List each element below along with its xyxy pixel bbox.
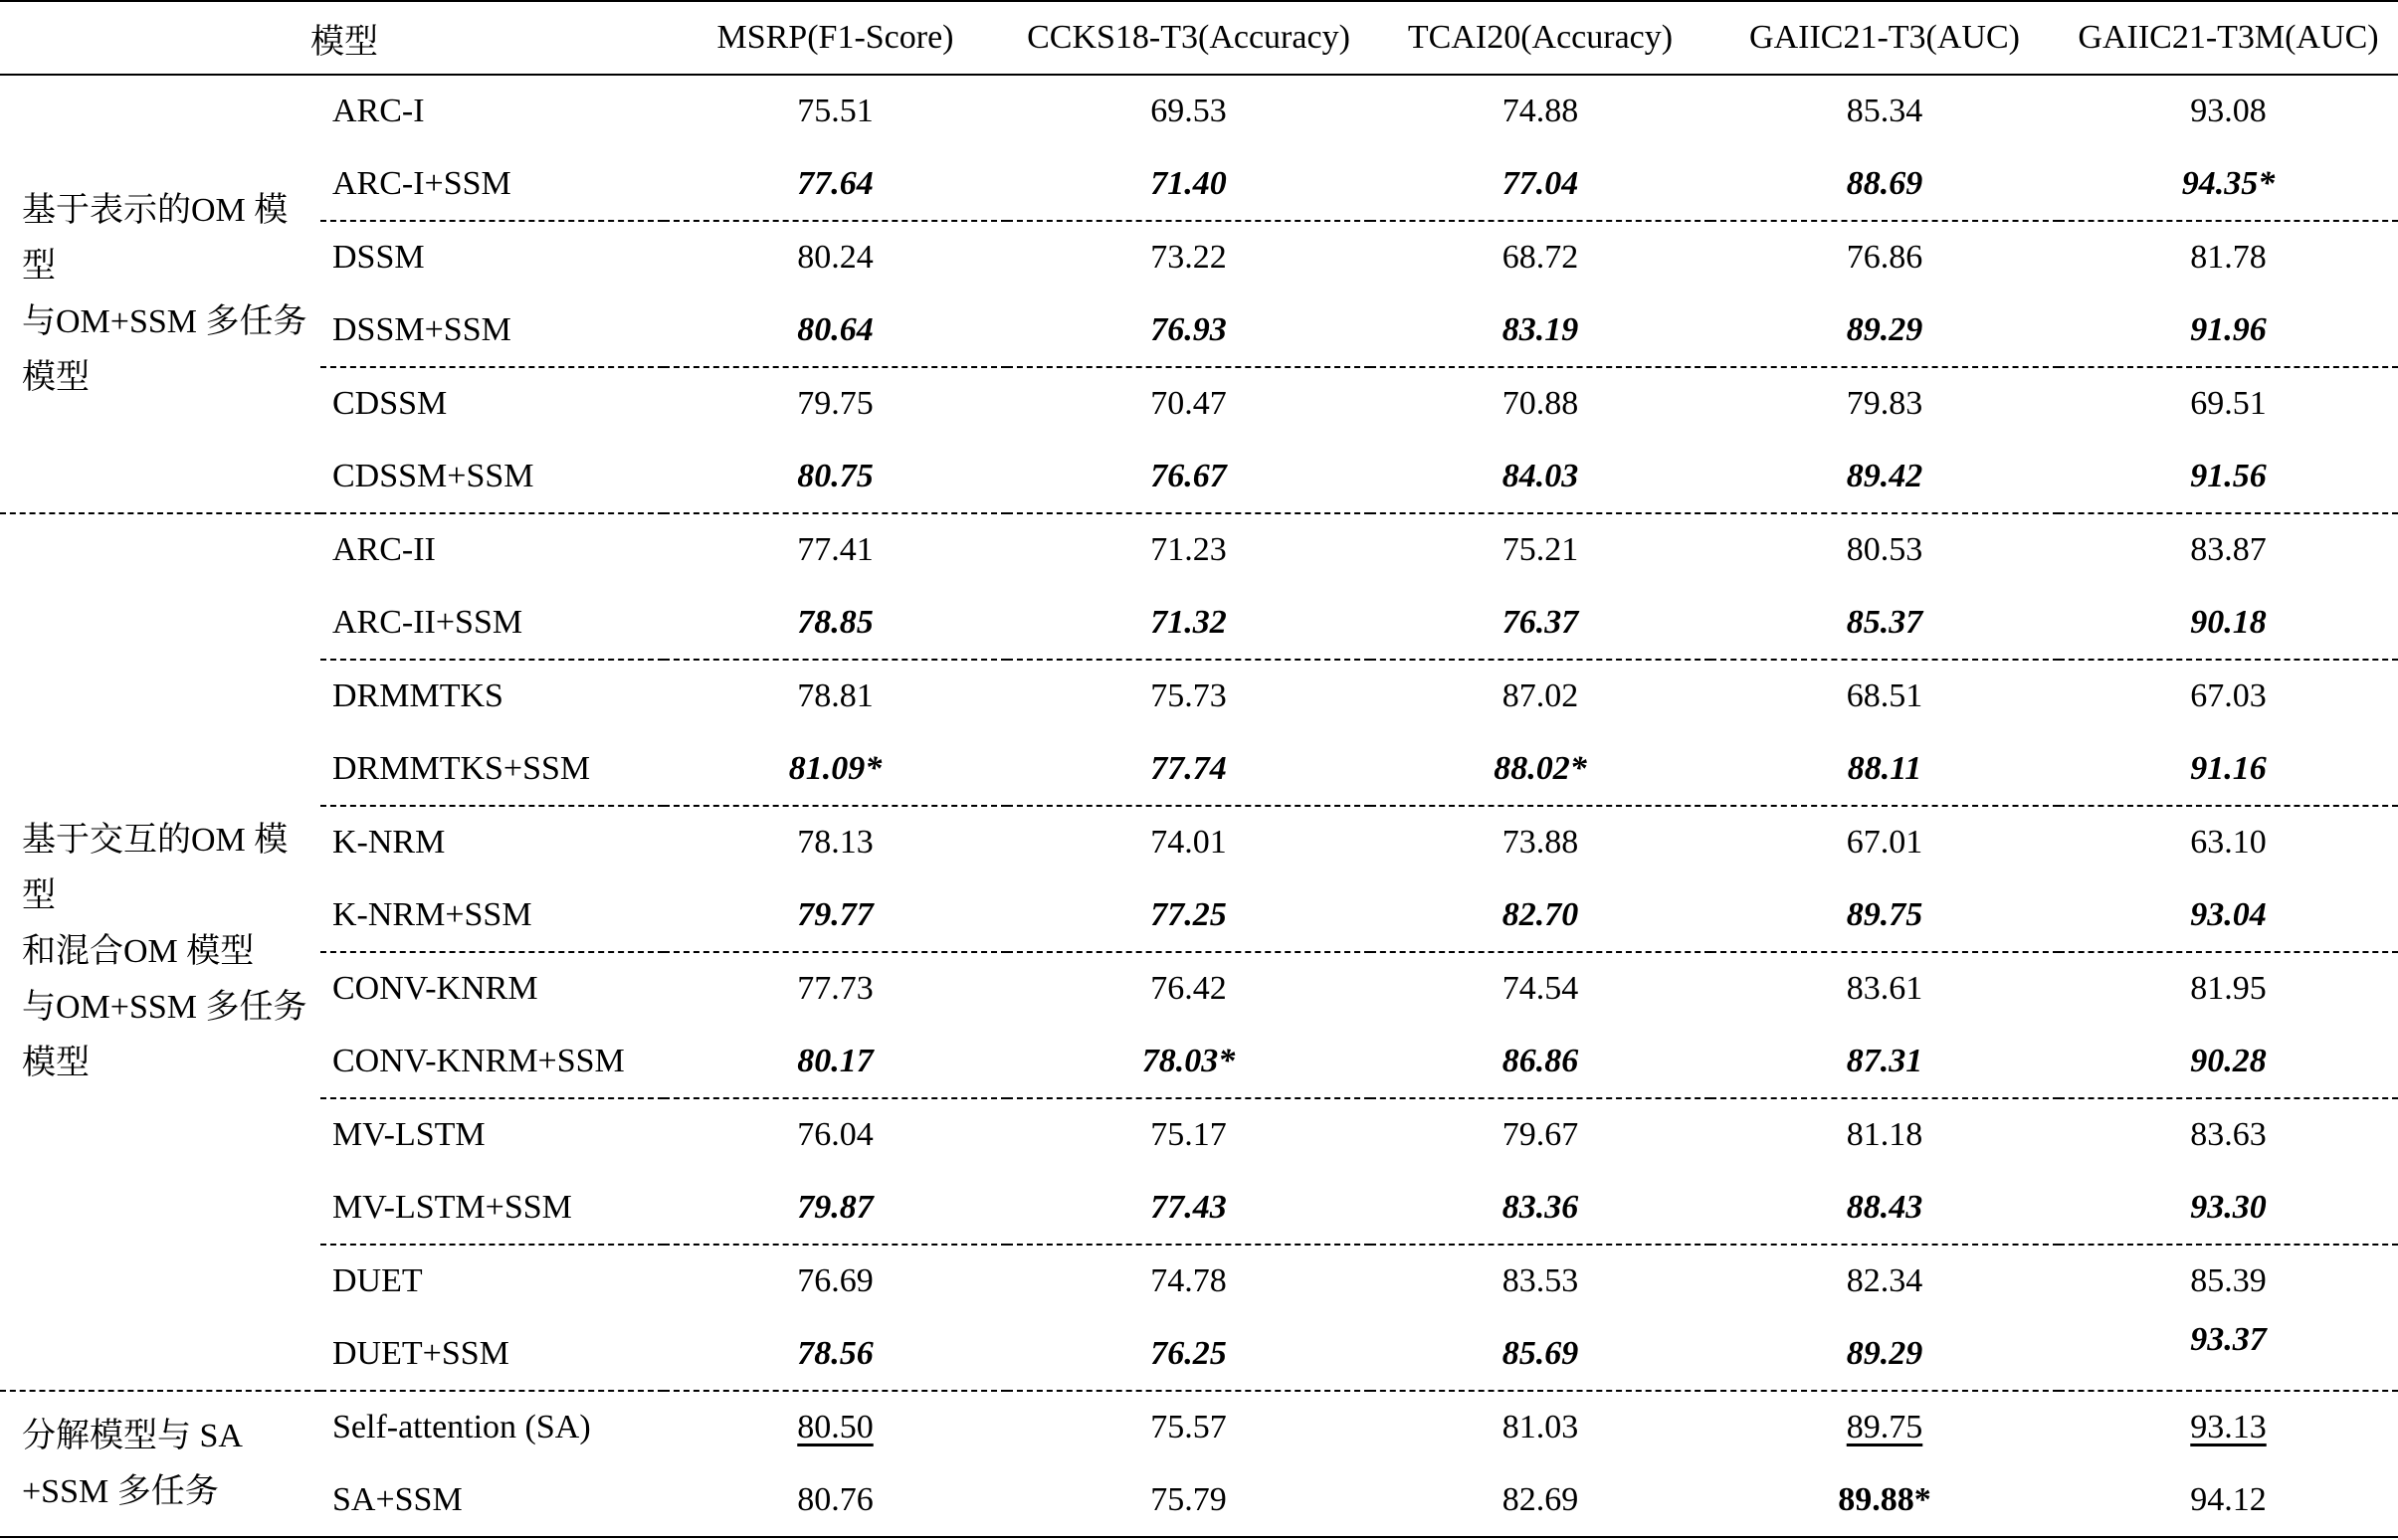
metric-value: 78.03*: [1141, 1042, 1236, 1079]
metric-value: 86.86: [1501, 1042, 1579, 1079]
metric-value: 88.11: [1847, 749, 1922, 787]
metric-value: 85.37: [1846, 603, 1923, 641]
metric-cell: [1370, 294, 1710, 368]
group-label: [0, 513, 320, 1391]
metric-value: 87.02: [1501, 677, 1579, 715]
model-name: DSSM+SSM: [320, 294, 664, 368]
model-name: K-NRM: [332, 824, 446, 862]
metric-cell: [1710, 587, 2059, 661]
metric-cell: [1370, 879, 1710, 953]
metric-cell: [1710, 1026, 2059, 1099]
metric-value: 69.51: [2190, 385, 2267, 423]
metric-value: 81.18: [1846, 1116, 1923, 1154]
metric-value: 76.04: [797, 1116, 874, 1154]
metric-value: 76.86: [1846, 239, 1923, 277]
table-row: [0, 1098, 2398, 1172]
metric-value: 75.21: [1501, 531, 1579, 569]
metric-value: 93.08: [2190, 93, 2267, 130]
metric-value: 83.61: [1846, 970, 1923, 1008]
header-gaiic21-t3m: GAIIC21-T3M(AUC): [2059, 1, 2398, 75]
metric-value: 83.36: [1501, 1188, 1579, 1226]
model-name: CDSSM: [332, 385, 448, 423]
table-row: [0, 1391, 2398, 1464]
metric-cell: [664, 367, 1007, 441]
metric-value: 94.12: [2190, 1480, 2267, 1518]
group-label-line: 模型: [22, 358, 90, 396]
metric-cell: [1370, 1172, 1710, 1246]
metric-value: 79.77: [797, 895, 874, 933]
metric-cell: [1370, 513, 1710, 587]
metric-cell: [664, 221, 1007, 294]
metric-cell: [664, 1245, 1007, 1318]
table-row: [0, 1464, 2398, 1538]
metric-cell: [2059, 587, 2398, 661]
metric-cell: [1370, 660, 1710, 733]
metric-value: 76.69: [797, 1262, 874, 1300]
metric-cell: [2059, 221, 2398, 294]
metric-cell: [1007, 1172, 1370, 1246]
metric-value: 83.19: [1501, 310, 1579, 348]
metric-cell: [1007, 660, 1370, 733]
metric-value: 76.93: [1150, 310, 1227, 348]
metric-value: 85.39: [2190, 1262, 2267, 1300]
metric-cell: [1370, 441, 1710, 514]
metric-value: 88.02*: [1494, 749, 1587, 787]
table-row: [0, 148, 2398, 222]
metric-cell: [1007, 1391, 1370, 1464]
metric-value: 81.78: [2190, 239, 2267, 277]
model-name: DRMMTKS+SSM: [320, 733, 664, 807]
metric-value: 77.25: [1150, 895, 1227, 933]
metric-value: 91.96: [2190, 310, 2267, 348]
table-row: [0, 587, 2398, 661]
table-body: [0, 75, 2398, 1537]
header-ccks18: CCKS18-T3(Accuracy): [1007, 1, 1370, 75]
metric-value: 76.67: [1150, 457, 1227, 494]
metric-value: 74.54: [1501, 970, 1579, 1008]
metric-cell: [664, 879, 1007, 953]
metric-cell: [664, 513, 1007, 587]
metric-value: 78.85: [797, 603, 874, 641]
metric-cell: [1710, 1245, 2059, 1318]
metric-value: 63.10: [2190, 824, 2267, 862]
metric-value: 74.78: [1150, 1262, 1227, 1300]
model-name: CONV-KNRM+SSM: [320, 1026, 664, 1099]
metric-value: 94.35*: [2181, 164, 2276, 202]
metric-value: 78.13: [797, 824, 874, 862]
metric-cell: [1710, 294, 2059, 368]
table-row: [0, 879, 2398, 953]
metric-cell: [1710, 733, 2059, 807]
metric-cell: [1710, 221, 2059, 294]
metric-cell: [1007, 513, 1370, 587]
metric-value: 89.29: [1846, 1334, 1923, 1372]
model-name: CONV-KNRM: [332, 970, 538, 1008]
metric-cell: [2059, 1172, 2398, 1246]
metric-cell: [1710, 367, 2059, 441]
group-label-line: 与OM+SSM 多任务: [22, 302, 307, 340]
metric-cell: [1710, 148, 2059, 222]
metric-value: 76.42: [1150, 970, 1227, 1008]
metric-cell: [1370, 587, 1710, 661]
metric-cell: [664, 587, 1007, 661]
metric-cell: [2059, 441, 2398, 514]
metric-cell: [1007, 367, 1370, 441]
model-name: MV-LSTM: [332, 1116, 486, 1154]
metric-value: 76.25: [1150, 1334, 1227, 1372]
metric-value: 77.74: [1150, 749, 1227, 787]
metric-value: 84.03: [1501, 457, 1579, 494]
metric-cell: [1710, 1172, 2059, 1246]
metric-value: 74.01: [1150, 824, 1227, 862]
metric-cell: [1370, 1245, 1710, 1318]
metric-cell: [1370, 1318, 1710, 1392]
group-label-line: +SSM 多任务: [22, 1472, 219, 1510]
metric-value: 82.70: [1501, 895, 1579, 933]
metric-cell: [664, 1172, 1007, 1246]
metric-value: 76.37: [1501, 603, 1579, 641]
metric-cell: [2059, 75, 2398, 148]
metric-cell: [1007, 806, 1370, 879]
metric-cell: [664, 1026, 1007, 1099]
metric-cell: [1710, 513, 2059, 587]
metric-cell: [664, 733, 1007, 807]
group-label-line: 模型: [22, 1045, 90, 1081]
metric-cell: [664, 294, 1007, 368]
metric-value: 80.50: [797, 1409, 874, 1446]
metric-value: 77.04: [1501, 164, 1579, 202]
group-label-line: 分解模型与 SA: [22, 1417, 243, 1454]
metric-cell: [2059, 1098, 2398, 1172]
metric-value: 81.95: [2190, 970, 2267, 1008]
header-msrp: MSRP(F1-Score): [664, 1, 1007, 75]
metric-cell: [1007, 75, 1370, 148]
table-row: [0, 367, 2398, 441]
metric-value: 89.42: [1846, 457, 1923, 494]
metric-cell: [664, 148, 1007, 222]
metric-cell: [1007, 441, 1370, 514]
table-row: [0, 1026, 2398, 1099]
metric-value: 68.51: [1846, 677, 1923, 715]
table-row: [0, 1172, 2398, 1246]
metric-cell: [1007, 1318, 1370, 1392]
table-row: [0, 441, 2398, 514]
metric-cell: [664, 1391, 1007, 1464]
metric-cell: [2059, 1464, 2398, 1538]
metric-value: 68.72: [1501, 239, 1579, 277]
table-row: [0, 75, 2398, 148]
model-name: DSSM: [332, 239, 425, 277]
table-row: [0, 294, 2398, 368]
metric-cell: [664, 441, 1007, 514]
metric-value: 79.83: [1846, 385, 1923, 423]
metric-value: 83.87: [2190, 531, 2267, 569]
metric-value: 80.53: [1846, 531, 1923, 569]
metric-value: 75.51: [797, 93, 874, 130]
metric-cell: [1710, 75, 2059, 148]
metric-value: 67.01: [1846, 824, 1923, 862]
metric-cell: [1710, 441, 2059, 514]
metric-value: 89.75: [1846, 895, 1923, 933]
metric-value: 89.88*: [1838, 1480, 1931, 1518]
metric-value: 67.03: [2190, 677, 2267, 715]
metric-value: 89.29: [1846, 310, 1923, 348]
model-name: MV-LSTM+SSM: [320, 1172, 664, 1246]
metric-value: 93.30: [2190, 1188, 2267, 1226]
metric-value: 87.31: [1846, 1042, 1923, 1079]
metric-cell: [1370, 1026, 1710, 1099]
metric-value: 93.04: [2190, 895, 2267, 933]
metric-value: 77.64: [797, 164, 874, 202]
metric-value: 75.17: [1150, 1116, 1227, 1154]
table-row: [0, 660, 2398, 733]
metric-value: 78.56: [797, 1334, 874, 1372]
metric-value: 91.56: [2190, 457, 2267, 494]
metric-value: 89.75: [1846, 1409, 1923, 1446]
metric-cell: [2059, 952, 2398, 1026]
metric-cell: [1710, 879, 2059, 953]
metric-cell: [664, 75, 1007, 148]
metric-cell: [664, 952, 1007, 1026]
metric-cell: [1007, 879, 1370, 953]
metric-cell: [2059, 294, 2398, 368]
metric-cell: [2059, 1318, 2398, 1392]
metric-cell: [664, 660, 1007, 733]
metric-value: 91.16: [2190, 749, 2267, 787]
metric-value: 83.63: [2190, 1116, 2267, 1154]
group-label: [0, 75, 320, 513]
metric-value: 85.69: [1501, 1334, 1579, 1372]
group-label-line: 和混合OM 模型: [22, 933, 255, 970]
header-row: [0, 1, 2398, 75]
table-row: [0, 952, 2398, 1026]
group-label-line: 与OM+SSM 多任务: [22, 989, 307, 1026]
metric-cell: [1007, 294, 1370, 368]
model-name: K-NRM+SSM: [320, 879, 664, 953]
metric-cell: [664, 1464, 1007, 1538]
model-name: ARC-II: [332, 531, 436, 569]
model-name: Self-attention (SA): [332, 1409, 591, 1446]
metric-value: 78.81: [797, 677, 874, 715]
metric-value: 77.73: [797, 970, 874, 1008]
metric-value: 75.79: [1150, 1480, 1227, 1518]
model-name: DRMMTKS: [332, 677, 503, 715]
metric-cell: [1710, 952, 2059, 1026]
metric-value: 71.23: [1150, 531, 1227, 569]
metric-cell: [2059, 148, 2398, 222]
metric-value: 80.24: [797, 239, 874, 277]
metric-cell: [664, 1098, 1007, 1172]
metric-cell: [1007, 952, 1370, 1026]
group-label-line: 基于表示的OM 模型: [22, 191, 289, 285]
metric-value: 93.13: [2190, 1409, 2267, 1446]
group-label: [0, 1391, 320, 1537]
model-name: DUET+SSM: [320, 1318, 664, 1392]
metric-value: 80.64: [797, 310, 874, 348]
metric-cell: [2059, 1245, 2398, 1318]
metric-cell: [1710, 1318, 2059, 1392]
table-row: [0, 221, 2398, 294]
model-name: CDSSM+SSM: [320, 441, 664, 514]
metric-cell: [1370, 221, 1710, 294]
metric-value: 93.37: [2190, 1320, 2267, 1358]
metric-cell: [664, 806, 1007, 879]
metric-cell: [1710, 1464, 2059, 1538]
table-row: [0, 513, 2398, 587]
metric-cell: [2059, 1391, 2398, 1464]
metric-value: 73.88: [1501, 824, 1579, 862]
metric-cell: [2059, 806, 2398, 879]
metric-cell: [1370, 1098, 1710, 1172]
metric-cell: [1370, 75, 1710, 148]
metric-cell: [1007, 1026, 1370, 1099]
metric-value: 82.69: [1501, 1480, 1579, 1518]
metric-cell: [1370, 367, 1710, 441]
metric-value: 80.17: [797, 1042, 874, 1079]
metric-cell: [1370, 806, 1710, 879]
metric-value: 81.03: [1501, 1409, 1579, 1446]
metric-cell: [1007, 1098, 1370, 1172]
metric-value: 77.43: [1150, 1188, 1227, 1226]
metric-value: 82.34: [1846, 1262, 1923, 1300]
metric-value: 79.67: [1501, 1116, 1579, 1154]
metric-value: 70.47: [1150, 385, 1227, 423]
metric-value: 90.18: [2190, 603, 2267, 641]
header-model: 模型: [0, 1, 664, 75]
metric-value: 81.09*: [788, 749, 883, 787]
metric-cell: [1370, 148, 1710, 222]
metric-value: 74.88: [1501, 93, 1579, 130]
model-name: ARC-I: [332, 93, 425, 130]
model-name: SA+SSM: [320, 1464, 664, 1538]
metric-value: 73.22: [1150, 239, 1227, 277]
metric-value: 88.69: [1846, 164, 1923, 202]
metric-cell: [2059, 879, 2398, 953]
table-row: [0, 806, 2398, 879]
table-row: [0, 733, 2398, 807]
metric-value: 77.41: [797, 531, 874, 569]
table-row: [0, 1318, 2398, 1392]
metric-cell: [2059, 660, 2398, 733]
metric-value: 69.53: [1150, 93, 1227, 130]
metric-value: 75.73: [1150, 677, 1227, 715]
metric-value: 85.34: [1846, 93, 1923, 130]
metric-value: 83.53: [1501, 1262, 1579, 1300]
metric-value: 75.57: [1150, 1409, 1227, 1446]
model-name: ARC-II+SSM: [320, 587, 664, 661]
header-tcai20: TCAI20(Accuracy): [1370, 1, 1710, 75]
metric-value: 79.87: [797, 1188, 874, 1226]
metric-value: 80.75: [797, 457, 874, 494]
metric-cell: [2059, 513, 2398, 587]
metric-cell: [1370, 1464, 1710, 1538]
metric-cell: [2059, 1026, 2398, 1099]
metric-cell: [1370, 733, 1710, 807]
metric-cell: [664, 1318, 1007, 1392]
metric-cell: [1710, 660, 2059, 733]
metric-value: 71.40: [1150, 164, 1227, 202]
metric-value: 79.75: [797, 385, 874, 423]
model-name: ARC-I+SSM: [320, 148, 664, 222]
metric-cell: [2059, 367, 2398, 441]
metric-cell: [1710, 806, 2059, 879]
metric-cell: [1370, 1391, 1710, 1464]
metric-cell: [1007, 1464, 1370, 1538]
metric-value: 90.28: [2190, 1042, 2267, 1079]
metric-cell: [1710, 1391, 2059, 1464]
metric-value: 71.32: [1150, 603, 1227, 641]
header-gaiic21-t3: GAIIC21-T3(AUC): [1710, 1, 2059, 75]
metric-value: 70.88: [1501, 385, 1579, 423]
table-row: [0, 1245, 2398, 1318]
metric-cell: [2059, 733, 2398, 807]
metric-value: 80.76: [797, 1480, 874, 1518]
metric-cell: [1007, 733, 1370, 807]
metric-cell: [1007, 221, 1370, 294]
metric-cell: [1007, 1245, 1370, 1318]
metric-cell: [1710, 1098, 2059, 1172]
group-label-line: 基于交互的OM 模型: [22, 822, 289, 914]
metric-cell: [1370, 952, 1710, 1026]
metric-cell: [1007, 148, 1370, 222]
metric-value: 88.43: [1846, 1188, 1923, 1226]
metric-cell: [1007, 587, 1370, 661]
model-name: DUET: [332, 1262, 423, 1300]
